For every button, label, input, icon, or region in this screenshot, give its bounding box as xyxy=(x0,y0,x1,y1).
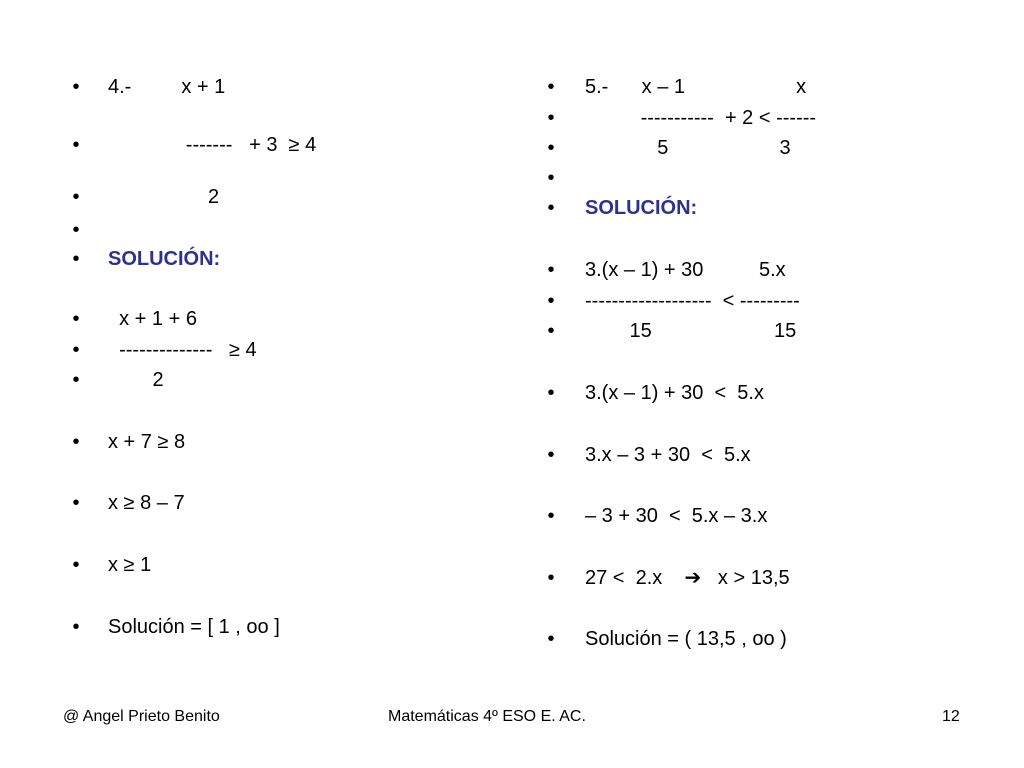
bullet: • xyxy=(547,444,555,466)
left-solution-heading: • SOLUCIÓN: xyxy=(0,244,470,274)
right-solution-result: • Solución = ( 13,5 , oo ) xyxy=(530,624,1000,654)
left-line-8: • 2 xyxy=(0,365,470,395)
left-line-10: • x ≥ 8 – 7 xyxy=(0,488,470,518)
footer-author: @ Angel Prieto Benito xyxy=(63,708,220,725)
bullet: • xyxy=(72,76,80,98)
bullet: • xyxy=(72,134,80,156)
bullet: • xyxy=(72,248,80,270)
bullet: • xyxy=(547,107,555,129)
bullet: • xyxy=(72,431,80,453)
right-line-10: • 3.x – 3 + 30 < 5.x xyxy=(530,440,1000,470)
right-line-6: • 3.(x – 1) + 30 5.x xyxy=(530,255,1000,285)
bullet: • xyxy=(72,339,80,361)
bullet: • xyxy=(547,505,555,527)
bullet: • xyxy=(547,320,555,342)
left-line-9: • x + 7 ≥ 8 xyxy=(0,427,470,457)
bullet: • xyxy=(72,369,80,391)
right-line-1: • 5.- x – 1 x xyxy=(530,72,1000,102)
bullet: • xyxy=(72,186,80,208)
left-line-6: • x + 1 + 6 xyxy=(0,304,470,334)
right-line-11: • – 3 + 30 < 5.x – 3.x xyxy=(530,501,1000,531)
bullet: • xyxy=(547,137,555,159)
bullet: • xyxy=(72,219,80,241)
bullet: • xyxy=(547,290,555,312)
page-number: 12 xyxy=(942,708,960,725)
footer-subject: Matemáticas 4º ESO E. AC. xyxy=(388,708,586,725)
bullet: • xyxy=(72,554,80,576)
left-line-4 xyxy=(0,215,470,245)
left-line-1: • 4.- x + 1 xyxy=(0,72,470,102)
bullet: • xyxy=(547,628,555,650)
left-solution-result: • Solución = [ 1 , oo ] xyxy=(0,612,470,642)
right-solution-heading: • SOLUCIÓN: xyxy=(530,193,1000,223)
left-line-11: • x ≥ 1 xyxy=(0,550,470,580)
right-line-8: • 15 15 xyxy=(530,316,1000,346)
bullet: • xyxy=(72,308,80,330)
right-line-2: • ----------- + 2 < ------ xyxy=(530,103,1000,133)
left-line-2: • ------- + 3 ≥ 4 xyxy=(0,130,470,160)
bullet: • xyxy=(547,567,555,589)
right-line-12: • 27 < 2.x ➔ x > 13,5 xyxy=(530,563,1000,593)
bullet: • xyxy=(72,616,80,638)
right-line-7: • ------------------- < --------- xyxy=(530,286,1000,316)
left-column xyxy=(0,0,470,690)
bullet: • xyxy=(547,76,555,98)
bullet: • xyxy=(72,492,80,514)
bullet: • xyxy=(547,197,555,219)
right-line-3: • 5 3 xyxy=(530,133,1000,163)
bullet: • xyxy=(547,167,555,189)
left-line-7: • -------------- ≥ 4 xyxy=(0,335,470,365)
bullet: • xyxy=(547,382,555,404)
bullet: • xyxy=(547,259,555,281)
right-line-4 xyxy=(530,163,1000,193)
left-line-3: • 2 xyxy=(0,182,470,212)
right-line-9: • 3.(x – 1) + 30 < 5.x xyxy=(530,378,1000,408)
right-column xyxy=(530,0,1000,690)
